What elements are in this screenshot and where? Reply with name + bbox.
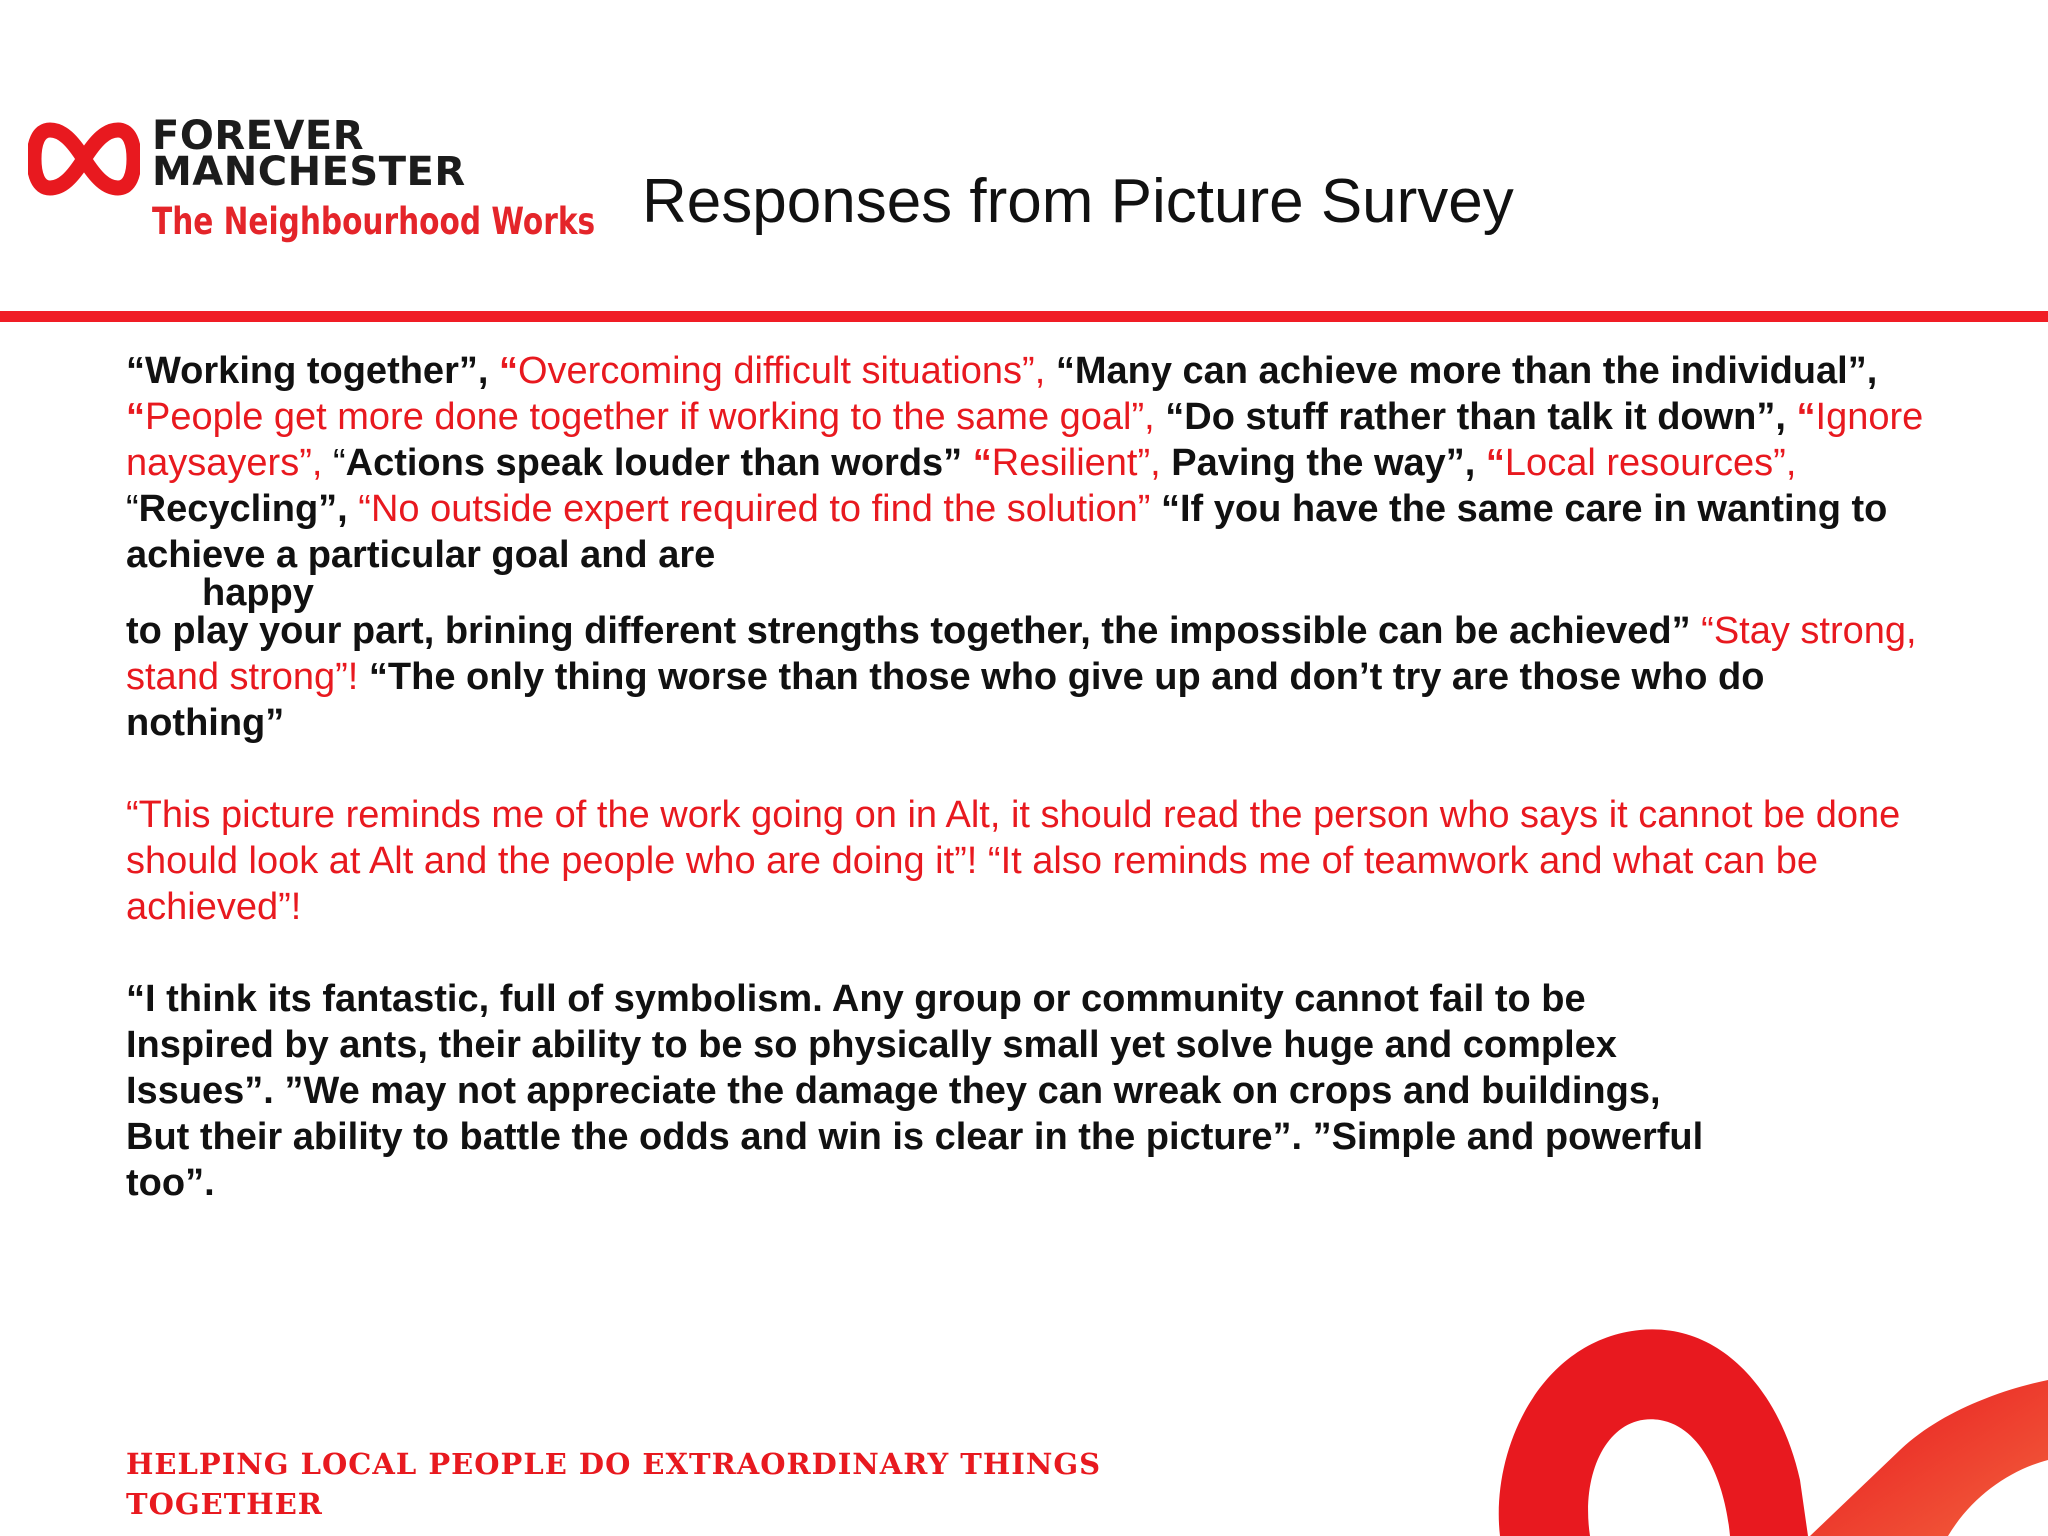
response-text: Actions speak louder than words” — [345, 442, 973, 484]
response-text: Ignore naysayers”, — [126, 396, 1924, 484]
forever-manchester-logo — [28, 113, 596, 266]
response-line: too”. — [126, 1162, 215, 1204]
heart-decoration-icon — [1480, 1300, 2048, 1536]
logo-tagline: The Neighbourhood Works — [152, 200, 596, 243]
response-text: Resilient”, — [991, 442, 1161, 484]
response-line: But their ability to battle the odds and win is clear in the picture”. ”Simple and powerful — [126, 1116, 1704, 1158]
response-text: “ — [126, 396, 145, 438]
response-text: “Do stuff rather than talk it down”, — [1165, 396, 1797, 438]
footer-tagline-line: TOGETHER — [126, 1487, 323, 1521]
response-text: “ — [332, 442, 346, 484]
response-text: “Many can achieve more than the individual”, — [1055, 350, 1878, 392]
logo-text-manchester: MANCHESTER — [152, 149, 466, 195]
response-text: “Stay strong, stand strong”! — [126, 610, 1917, 698]
responses-paragraph-1 — [126, 348, 1926, 746]
response-text: “ — [972, 442, 992, 484]
response-text: Overcoming difficult situations”, — [517, 350, 1056, 392]
logo-text-forever: FOREVER — [152, 113, 365, 159]
response-text: Recycling”, — [138, 488, 359, 530]
response-text: “ — [1796, 396, 1816, 438]
response-text: “ — [126, 488, 139, 530]
response-text: “ — [1485, 442, 1505, 484]
response-text: People get more done together if working to the same goal”, — [145, 396, 1166, 438]
response-text: “No outside expert required to find the solution” — [358, 488, 1161, 530]
response-text: “Working together”, — [126, 350, 499, 392]
response-text: Paving the way”, — [1160, 442, 1486, 484]
response-text: “ — [498, 350, 518, 392]
paragraph-spacer — [126, 930, 1926, 976]
responses-paragraph-3 — [126, 976, 1926, 1206]
response-text: “If you have the same care in wanting to achieve a particular goal and are — [126, 488, 1888, 576]
response-text: to play your part, brining different strengths together, the impossible can be achieved” — [126, 610, 1702, 652]
response-line: Inspired by ants, their ability to be so physically small yet solve huge and complex — [126, 1024, 1617, 1066]
paragraph-spacer — [126, 746, 1926, 792]
survey-responses — [126, 348, 1926, 1206]
infinity-heart-icon — [28, 118, 140, 200]
response-text: Local resources”, — [1504, 442, 1797, 484]
response-text: “The only thing worse than those who give up and don’t try are those who do nothing” — [126, 656, 1765, 744]
footer-tagline — [126, 1444, 1226, 1524]
footer-tagline-line: HELPING LOCAL PEOPLE DO EXTRAORDINARY THINGS — [126, 1447, 1102, 1481]
responses-paragraph-2: “This picture reminds me of the work going on in Alt, it should read the person who says it cannot be done should look at Alt and the people who are doing it”! “It also reminds me of teamwork and what can be achieved”! — [126, 794, 1901, 928]
response-line: “I think its fantastic, full of symbolism. Any group or community cannot fail to be — [126, 978, 1586, 1020]
header-divider — [0, 311, 2048, 322]
response-line: Issues”. ”We may not appreciate the damage they can wreak on crops and buildings, — [126, 1070, 1661, 1112]
response-text-happy: happy — [202, 572, 314, 614]
page-title: Responses from Picture Survey — [642, 167, 1514, 236]
